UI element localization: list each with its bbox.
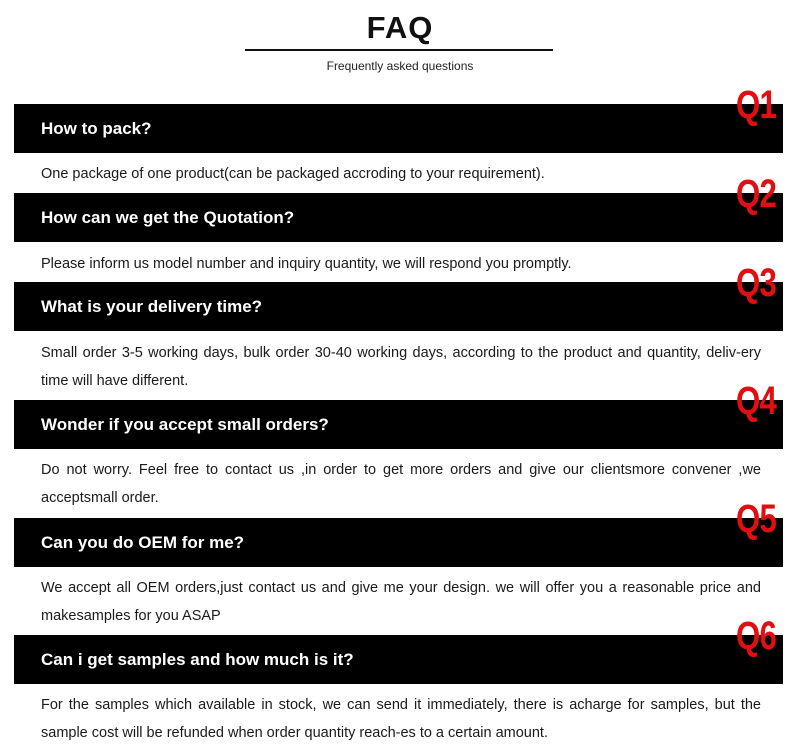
- faq-question-5: Can you do OEM for me?: [41, 533, 245, 552]
- faq-question-4: Wonder if you accept small orders?: [41, 415, 329, 434]
- faq-answer-1: One package of one product(can be packaged accroding to your requirement).: [41, 166, 545, 182]
- faq-badge-4: Q4: [736, 379, 777, 423]
- faq-badge-1: Q1: [736, 83, 777, 127]
- title-divider: [245, 49, 553, 51]
- faq-answer-3: Small order 3-5 working days, bulk order 30-40 working days, according to the product and quantity, deliv-ery time will have different.: [41, 345, 761, 389]
- faq-badge-6: Q6: [736, 614, 777, 658]
- faq-question-bar-6: [14, 614, 783, 684]
- faq-question-bar-1: [14, 83, 783, 153]
- faq-answer-4: Do not worry. Feel free to contact us ,in order to get more orders and give our clientsmore convener ,we acceptsmall order.: [41, 462, 761, 506]
- page-subtitle: Frequently asked questions: [326, 59, 474, 73]
- faq-badge-2: Q2: [736, 172, 777, 216]
- faq-question-3: What is your delivery time?: [41, 297, 263, 316]
- faq-question-6: Can i get samples and how much is it?: [41, 650, 354, 669]
- faq-question-bar-5: [14, 497, 783, 567]
- faq-question-bar-4: [14, 379, 783, 449]
- faq-answer-6: For the samples which available in stock, we can send it immediately, there is acharge for samples, but the sample cost will be refunded when order quantity reach-es to a certain amount.: [41, 697, 761, 741]
- faq-badge-3: Q3: [736, 261, 777, 305]
- faq-question-2: How can we get the Quotation?: [41, 208, 295, 227]
- faq-answer-5: We accept all OEM orders,just contact us and give me your design. we will offer you a reasonable price and makesamples for you ASAP: [41, 580, 761, 624]
- page-title: FAQ: [366, 10, 434, 45]
- faq-badge-5: Q5: [736, 497, 777, 541]
- faq-answer-2: Please inform us model number and inquiry quantity, we will respond you promptly.: [41, 256, 572, 272]
- faq-question-1: How to pack?: [41, 119, 152, 138]
